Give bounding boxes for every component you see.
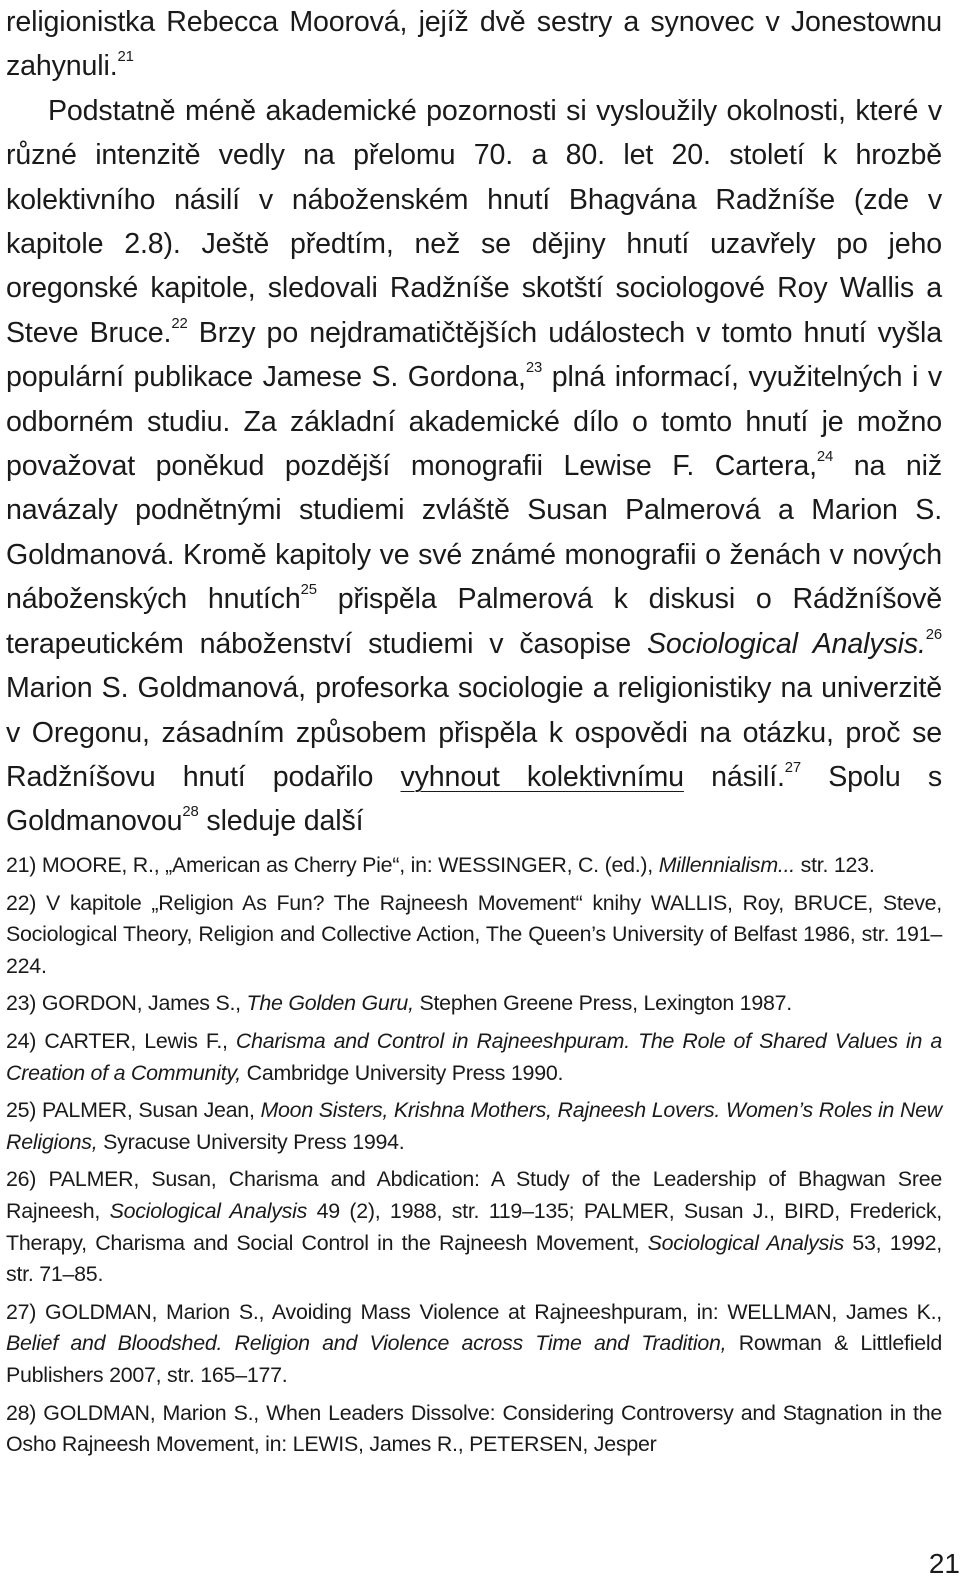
footnote-title: Moon Sisters, Krishna Mothers, Rajneesh Lovers. Women’s Roles in New Religions, [6,1098,942,1154]
footnote-text: 27) GOLDMAN, Marion S., Avoiding Mass Violence at Rajneeshpuram, in: WELLMAN, James K., [6,1299,942,1324]
footnote-21 [6,850,942,882]
paragraph-text: Podstatně méně akademické pozornosti si vysloužily okolnosti, které v různé intenzitě vedly na přelomu 70. a 80. let 20. století k hrozbě kolektivního násilí v náboženském hnutí Bhagvána Radžníše (zde v kapitole 2.8). Ještě předtím, než se dějiny hnutí uzavřely po jeho oregonské kapitole, sledovali Radžníše skotští sociologové Roy Wallis a Steve Bruce. [6,94,942,349]
footnote-text: 26) PALMER, Susan, Charisma and Abdication: A Study of the Leadership of Bhagwan Sree Rajneesh, [6,1167,942,1223]
footnote-title: Sociological Analysis [109,1198,308,1223]
footnote-text: Cambridge University Press 1990. [240,1060,564,1085]
paragraph-text: Brzy po nejdramatičtějších událostech v tomto hnutí vyšla populární publikace Jamese S. Gordona, [6,316,942,394]
footnotes-section [6,850,942,1467]
paragraph-text: na niž navázaly podnětnými studiemi zvláště Susan Palmerová a Marion S. Goldmanová. Kromě kapitoly ve své známé monografii o ženách v nových náboženských hnutích [6,450,942,616]
footnote-25 [6,1095,942,1158]
footnote-text: Rowman & Littlefield Publishers 2007, str. 165–177. [6,1331,942,1387]
paragraph-text: přispěla Palmerová k diskusi o Rádžníšově terapeutickém náboženství studiemi v časopise [6,583,942,660]
footnote-text: Stephen Greene Press, Lexington 1987. [413,991,792,1016]
footnote-title: Charisma and Control in Rajneeshpuram. The Role of Shared Values in a Creation of a Community, [6,1028,943,1085]
paragraph-2 [6,89,942,844]
footnote-ref-21[interactable]: 21 [117,49,134,66]
paragraph-1 [6,0,942,89]
footnote-text: 21) MOORE, R., „American as Cherry Pie“, in: WESSINGER, C. (ed.), [6,853,659,877]
footnote-ref-26[interactable]: 26 [925,626,942,643]
footnote-27 [6,1297,942,1392]
footnote-22 [6,888,942,983]
footnote-23 [6,988,942,1020]
footnote-ref-23[interactable]: 23 [525,360,543,377]
footnote-text: 23) GORDON, James S., [6,991,247,1016]
footnote-26 [6,1164,942,1290]
footnote-title: Millennialism... [658,853,795,877]
paragraph-text: sleduje další [198,805,364,838]
paragraph-text: násilí. [683,760,785,793]
footnote-28 [6,1398,942,1461]
footnote-text: 49 (2), 1988, str. 119–135; PALMER, Susan J., BIRD, Frederick, Therapy, Charisma and Social Control in the Rajneesh Movement, [6,1198,943,1255]
page-number: 21 [928,1548,960,1579]
footnote-title: The Golden Guru, [246,991,414,1016]
footnote-text: 25) PALMER, Susan Jean, [6,1098,261,1123]
footnote-title: Sociological Analysis [647,1230,844,1255]
footnote-text: str. 123. [794,853,875,877]
body-text [6,0,942,844]
paragraph-text: religionistka Rebecca Moorová, jejíž dvě sestry a synovec v Jonestownu zahynuli. [6,6,942,83]
footnote-text: 22) V kapitole „Religion As Fun? The Rajneesh Movement“ knihy WALLIS, Roy, BRUCE, Steve, Sociological Theory, Religion and Collective Action, The Queen’s University of Belfast 1986, str. 191–224. [6,890,942,978]
footnote-ref-24[interactable]: 24 [816,448,834,465]
footnote-text: 28) GOLDMAN, Marion S., When Leaders Dissolve: Considering Controversy and Stagnation in the Osho Rajneesh Movement, in: LEWIS, James R., PETERSEN, Jesper [6,1400,942,1457]
footnote-ref-28[interactable]: 28 [182,804,199,821]
footnote-text: 53, 1992, str. 71–85. [6,1230,942,1287]
footnote-title: Belief and Bloodshed. Religion and Violence across Time and Tradition, [6,1331,727,1356]
paragraph-text: plná informací, využitelných i v odborném studiu. Za základní akademické dílo o tomto hnutí je možno považovat poněkud pozdější monografii Lewise F. Cartera, [6,361,942,483]
paragraph-text: Marion S. Goldmanová, profesorka sociologie a religionistiky na univerzitě v Oregonu, zásadním způsobem přispěla k ospovědi na otázku, proč se Radžníšovu hnutí podařilo [6,672,942,793]
footnote-24 [6,1026,942,1089]
journal-title: Sociological Analysis. [647,627,926,660]
footnote-text: Syracuse University Press 1994. [97,1129,405,1154]
footnote-text: 24) CARTER, Lewis F., [6,1028,236,1053]
footnote-ref-22[interactable]: 22 [171,315,188,332]
paragraph-text: Spolu s Goldmanovou [6,760,942,838]
underlined-text: vyhnout kolektivnímu [400,760,684,793]
footnote-ref-27[interactable]: 27 [784,759,802,776]
document-page [6,0,943,1457]
footnote-ref-25[interactable]: 25 [300,582,317,599]
